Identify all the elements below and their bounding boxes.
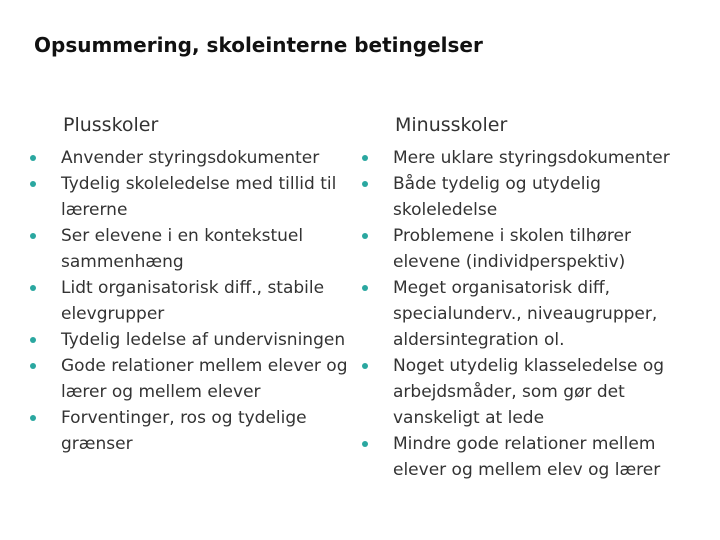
- bullet-icon: [30, 337, 36, 343]
- bullet-icon: [362, 441, 368, 447]
- list-item: [362, 223, 698, 275]
- list-item: [30, 223, 348, 275]
- list-item-text: Problemene i skolen tilhører elevene (individperspektiv): [393, 226, 631, 272]
- list-item-text: Anvender styringsdokumenter: [61, 148, 320, 168]
- plusskoler-column: [30, 112, 348, 457]
- minusskoler-heading: Minusskoler: [395, 114, 508, 136]
- bullet-icon: [362, 155, 368, 161]
- bullet-icon: [30, 181, 36, 187]
- bullet-icon: [30, 155, 36, 161]
- minusskoler-list: [362, 145, 698, 483]
- list-item: [30, 171, 348, 223]
- list-item-text: Både tydelig og utydelig skoleledelse: [393, 174, 601, 220]
- list-item: [362, 431, 698, 483]
- bullet-icon: [362, 285, 368, 291]
- list-item-text: Tydelig skoleledelse med tillid til lærerne: [61, 174, 337, 220]
- list-item-text: Noget utydelig klasseledelse og arbejdsmåder, som gør det vanskeligt at lede: [393, 356, 665, 428]
- list-item: [362, 171, 698, 223]
- list-item-text: Meget organisatorisk diff, specialunderv., niveaugrupper, aldersintegration ol.: [393, 278, 658, 350]
- bullet-icon: [362, 233, 368, 239]
- bullet-icon: [30, 285, 36, 291]
- bullet-icon: [362, 181, 368, 187]
- minusskoler-column: [362, 112, 698, 483]
- bullet-icon: [30, 233, 36, 239]
- list-item: [30, 275, 348, 327]
- list-item: [362, 275, 698, 353]
- list-item: [30, 327, 348, 353]
- list-item-text: Ser elevene i en kontekstuel sammenhæng: [61, 226, 304, 272]
- list-item: [362, 353, 698, 431]
- bullet-icon: [30, 415, 36, 421]
- bullet-icon: [362, 363, 368, 369]
- list-item: [30, 405, 348, 457]
- list-item-text: Gode relationer mellem elever og lærer og mellem elever: [61, 356, 348, 402]
- plusskoler-heading: Plusskoler: [63, 114, 159, 136]
- list-item-text: Tydelig ledelse af undervisningen: [61, 330, 346, 350]
- list-item: [362, 145, 698, 171]
- list-item-text: Mere uklare styringsdokumenter: [393, 148, 670, 168]
- plusskoler-list: [30, 145, 348, 457]
- list-item-text: Lidt organisatorisk diff., stabile elevgrupper: [61, 278, 325, 324]
- list-item: [30, 145, 348, 171]
- list-item: [30, 353, 348, 405]
- list-item-text: Forventinger, ros og tydelige grænser: [61, 408, 307, 454]
- list-item-text: Mindre gode relationer mellem elever og mellem elev og lærer: [393, 434, 661, 480]
- slide-title: Opsummering, skoleinterne betingelser: [34, 33, 483, 57]
- bullet-icon: [30, 363, 36, 369]
